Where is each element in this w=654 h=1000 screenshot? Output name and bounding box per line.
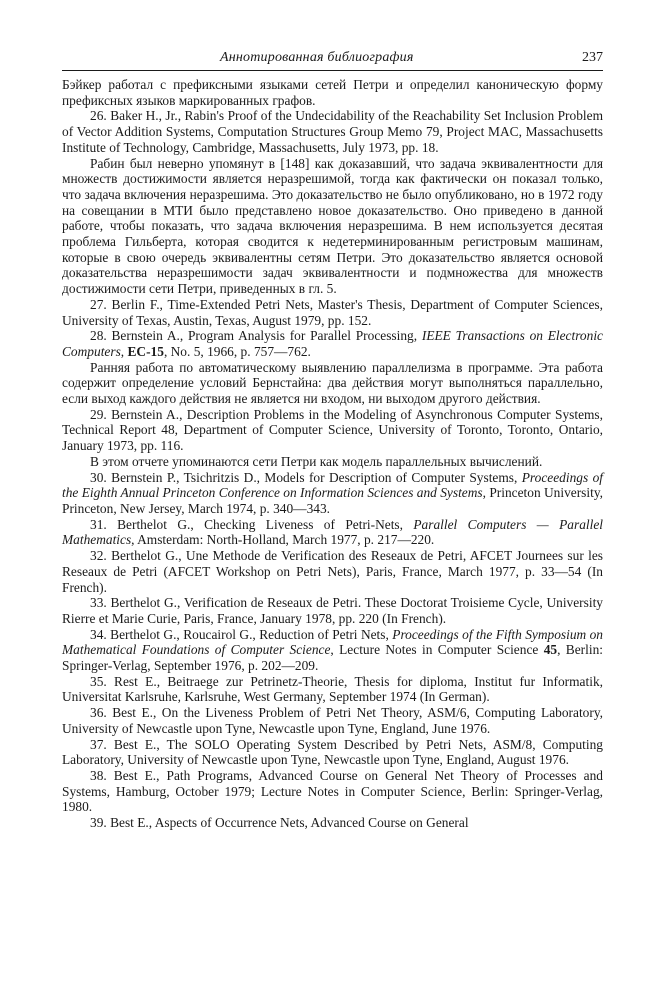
bibliography-entry	[62, 297, 603, 328]
entry-annotation: В этом отчете упоминаются сети Петри как модель параллельных вычислений.	[90, 453, 543, 469]
book-page	[62, 48, 603, 831]
bibliography-entry	[62, 548, 603, 595]
bibliography-entry	[62, 815, 603, 831]
entry-text: 38. Best E., Path Programs, Advanced Course on General Net Theory of Processes and Systems, Hamburg, October 1979; Lecture Notes in Computer Science, Berlin: Springer-Verlag, 1980.	[62, 767, 603, 815]
entry-text: 34. Berthelot G., Roucairol G., Reduction of Petri Nets,	[90, 626, 393, 642]
bibliography-body	[62, 77, 603, 831]
entry-annotation: Рабин был неверно упомянут в [148] как доказавший, что задача эквивалентности для множеств достижимости является неразрешимой, тогда как фактически он показал только, что задача включения неразрешима. Это доказательство не было опубликовано, но в 1972 году на совещании в МТИ было представлено новое доказательство. Оно приведено в данной работе, чтобы показать, что задача включения неразрешима. В нем используется десятая проблема Гильберта, которая сводится к недетерминированным регистровым машинам, которые в свою очередь эквивалентны сетям Петри. Это доказательство является основой доказательства неразрешимости задач эквивалентности и подмножества для множеств достижимости сети Петри, приведенных в гл. 5.	[62, 155, 603, 297]
bibliography-entry	[62, 627, 603, 674]
entry-source-title: IEEE Transactions on Electronic Computers	[62, 328, 603, 359]
running-title: Аннотированная библиография	[220, 50, 414, 65]
entry-text: , Amsterdam: North-Holland, March 1977, p. 217—220.	[131, 532, 435, 548]
entry-source-title: Proceedings of the Fifth Symposium on Mathematical Foundations of Computer Science	[62, 626, 603, 658]
entry-text: 39. Best E., Aspects of Occurrence Nets, Advanced Course on General	[90, 815, 469, 831]
entry-text: , No. 5, 1966, p. 757—762.	[163, 343, 311, 359]
entry-text: 33. Berthelot G., Verification de Reseaux de Petri. These Doctorat Troisieme Cycle, University Rierre et Marie Curie, Paris, France, January 1978, pp. 220 (In French).	[62, 595, 603, 626]
bibliography-entry	[62, 328, 603, 359]
entry-source-title: Parallel Computers — Parallel Mathematics	[62, 516, 603, 548]
bibliography-entry	[62, 595, 603, 626]
bibliography-entry	[62, 674, 603, 705]
entry-text: 28. Bernstein A., Program Analysis for Parallel Processing,	[90, 328, 422, 344]
entry-volume: 45	[543, 642, 558, 658]
entry-text: , Princeton University, Princeton, New Jersey, March 1974, p. 340—343.	[62, 485, 603, 516]
entry-text: 30. Bernstein P., Tsichritzis D., Models for Description of Computer Systems,	[90, 469, 522, 485]
bibliography-entry	[62, 768, 603, 815]
entry-source-title: Proceedings of the Eighth Annual Princeton Conference on Information Sciences and Systems	[62, 469, 603, 501]
bibliography-entry	[62, 470, 603, 517]
entry-text: 26. Baker H., Jr., Rabin's Proof of the Undecidability of the Reachability Set Inclusion Problem of Vector Addition Systems, Computation Structures Group Memo 79, Project MAC, Massachusetts Institute of Technology, Cambridge, Massachusetts, July 1973, pp. 18.	[62, 108, 603, 155]
entry-text: 35. Rest E., Beitraege zur Petrinetz-Theorie, Thesis for diploma, Institut fur Informatik, Universitat Karlsruhe, Karlsruhe, West Germany, September 1974 (In German).	[62, 673, 603, 705]
bibliography-entry	[62, 108, 603, 155]
entry-text: 29. Bernstein A., Description Problems in the Modeling of Asynchronous Computer Systems, Technical Report 48, Department of Computer Science, University of Toronto, Toronto, Ontario, January 1973, pp. 116.	[62, 406, 603, 454]
entry-text: 27. Berlin F., Time-Extended Petri Nets, Master's Thesis, Department of Computer Sciences, University of Texas, Austin, Texas, August 1979, pp. 152.	[62, 296, 603, 328]
entry-text: 37. Best E., The SOLO Operating System Described by Petri Nets, ASM/8, Computing Laboratory, University of Newcastle upon Tyne, Newcastle upon Tyne, England, August 1976.	[62, 736, 603, 768]
bibliography-entry	[62, 737, 603, 768]
bibliography-entry	[62, 705, 603, 736]
entry-text: ,	[120, 343, 128, 359]
entry-volume: EC-15	[127, 343, 164, 359]
continued-annotation: Бэйкер работал с префиксными языками сетей Петри и определил каноническую форму префиксных языков маркированных графов.	[62, 77, 603, 108]
bibliography-entry	[62, 407, 603, 454]
running-header	[62, 48, 603, 71]
entry-text: 36. Best E., On the Liveness Problem of Petri Net Theory, ASM/6, Computing Laboratory, University of Newcastle upon Tyne, Newcastle upon Tyne, England, June 1976.	[62, 705, 603, 736]
entry-text: 32. Berthelot G., Une Methode de Verification des Reseaux de Petri, AFCET Journees sur les Reseaux de Petri (AFCET Workshop on Petri Nets), Paris, France, March 1977, p. 33—54 (In French).	[62, 548, 603, 595]
bibliography-entry	[62, 517, 603, 548]
entry-text: 31. Berthelot G., Checking Liveness of Petri-Nets,	[90, 516, 414, 532]
page-number: 237	[582, 50, 603, 65]
entry-annotation: Ранняя работа по автоматическому выявлению параллелизма в программе. Эта работа содержит определение условий Бернстайна: два действия могут выполняться параллельно, если выход каждого действия не является ни входом, ни выходом другого действия.	[62, 359, 603, 407]
entry-text: , Berlin: Springer-Verlag, September 1976, p. 202—209.	[62, 642, 603, 674]
entry-text: , Lecture Notes in Computer Science	[330, 642, 544, 658]
